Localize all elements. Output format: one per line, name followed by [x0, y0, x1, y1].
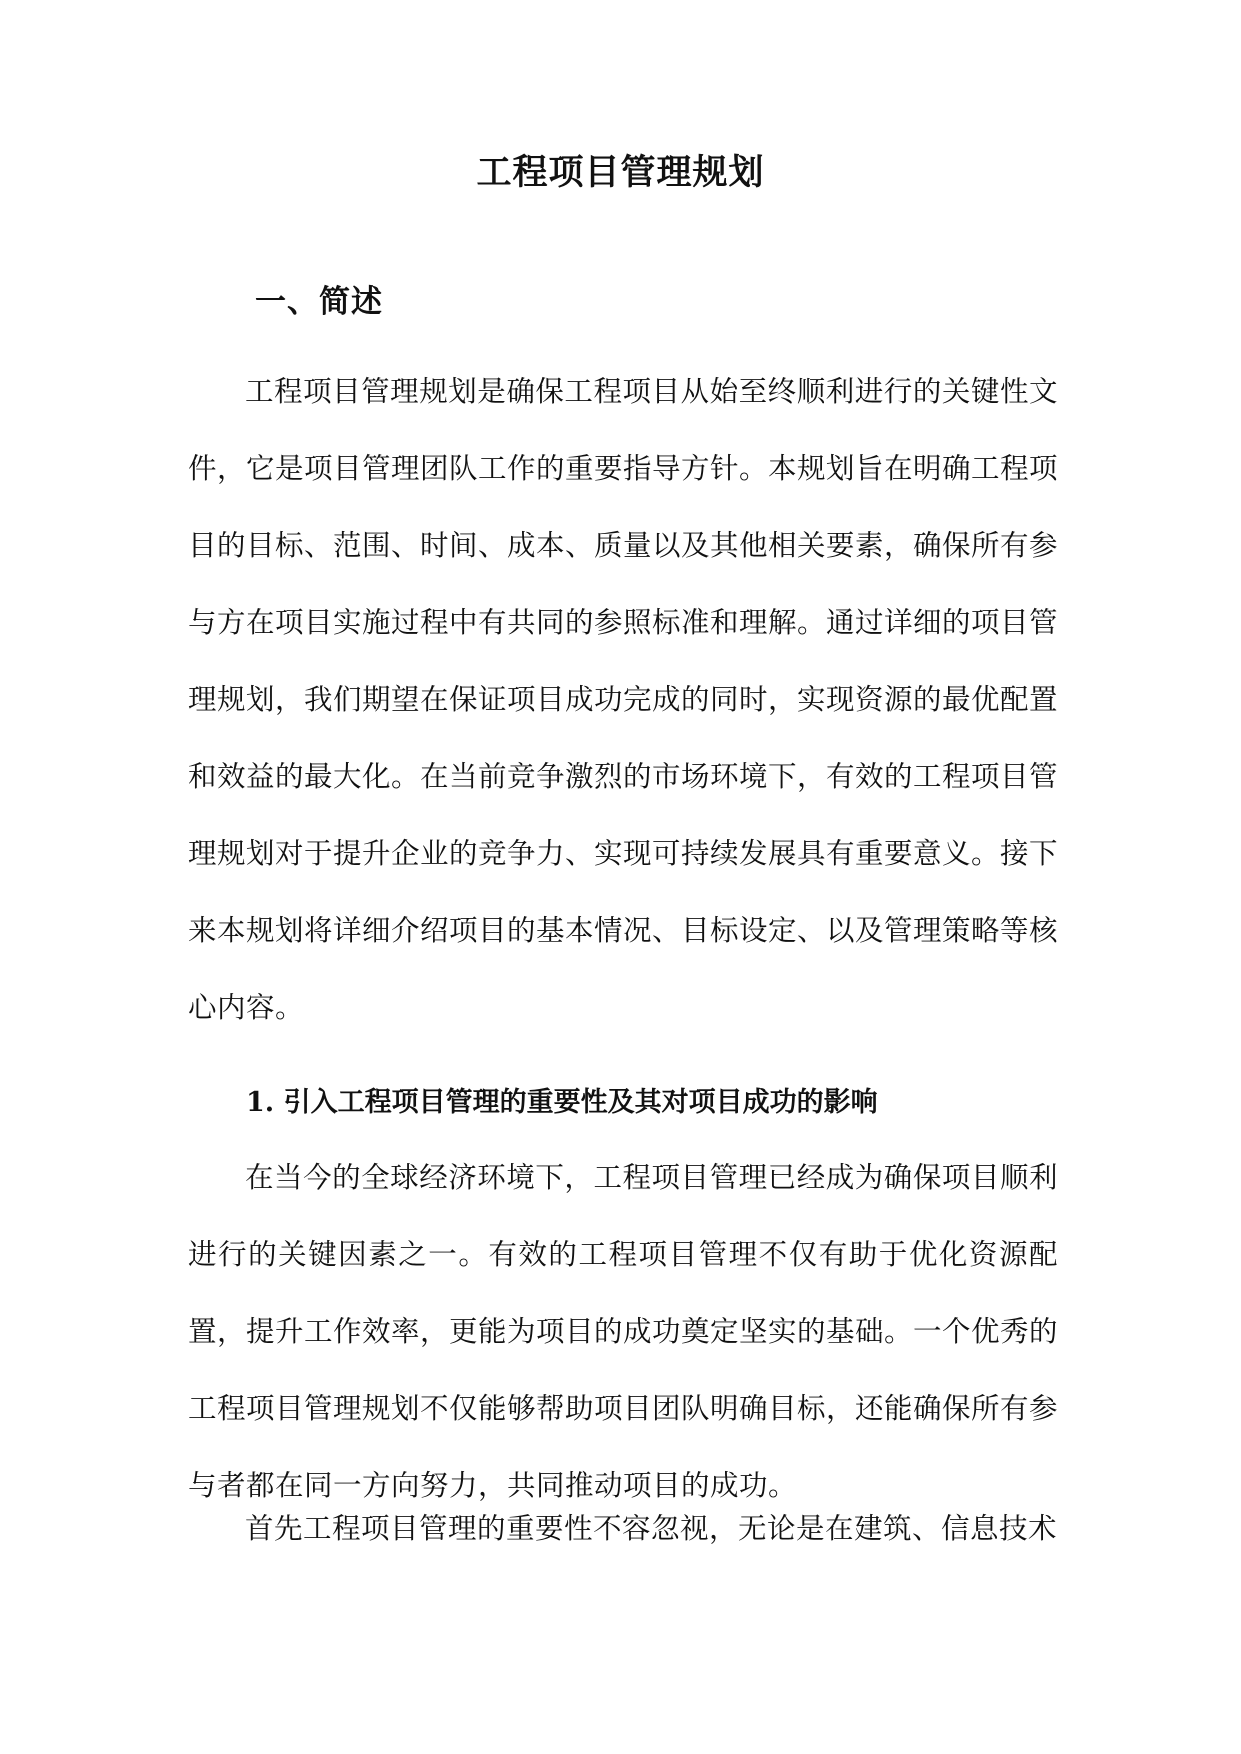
subsection-heading-importance: 1. 引入工程项目管理的重要性及其对项目成功的影响	[246, 1087, 878, 1118]
importance-paragraph-2: 首先工程项目管理的重要性不容忽视，无论是在建筑、信息技术	[245, 1512, 1058, 1545]
importance-paragraph-1: 在当今的全球经济环境下，工程项目管理已经成为确保项目顺利进行的关键因素之一。有效的工程项目管理不仅有助于优化资源配置，提升工作效率，更能为项目的成功奠定坚实的基础。一个优秀的工程项目管理规划不仅能够帮助项目团队明确目标，还能确保所有参与者都在同一方向努力，共同推动项目的成功。	[188, 1161, 1059, 1502]
section-heading-overview: 一、简述	[255, 284, 383, 320]
overview-paragraph: 工程项目管理规划是确保工程项目从始至终顺利进行的关键性文件，它是项目管理团队工作的重要指导方针。本规划旨在明确工程项目的目标、范围、时间、成本、质量以及其他相关要素，确保所有参与方在项目实施过程中有共同的参照标准和理解。通过详细的项目管理规划，我们期望在保证项目成功完成的同时，实现资源的最优配置和效益的最大化。在当前竞争激烈的市场环境下，有效的工程项目管理规划对于提升企业的竞争力、实现可持续发展具有重要意义。接下来本规划将详细介绍项目的基本情况、目标设定、以及管理策略等核心内容。	[188, 375, 1059, 1024]
document-title: 工程项目管理规划	[476, 152, 765, 193]
